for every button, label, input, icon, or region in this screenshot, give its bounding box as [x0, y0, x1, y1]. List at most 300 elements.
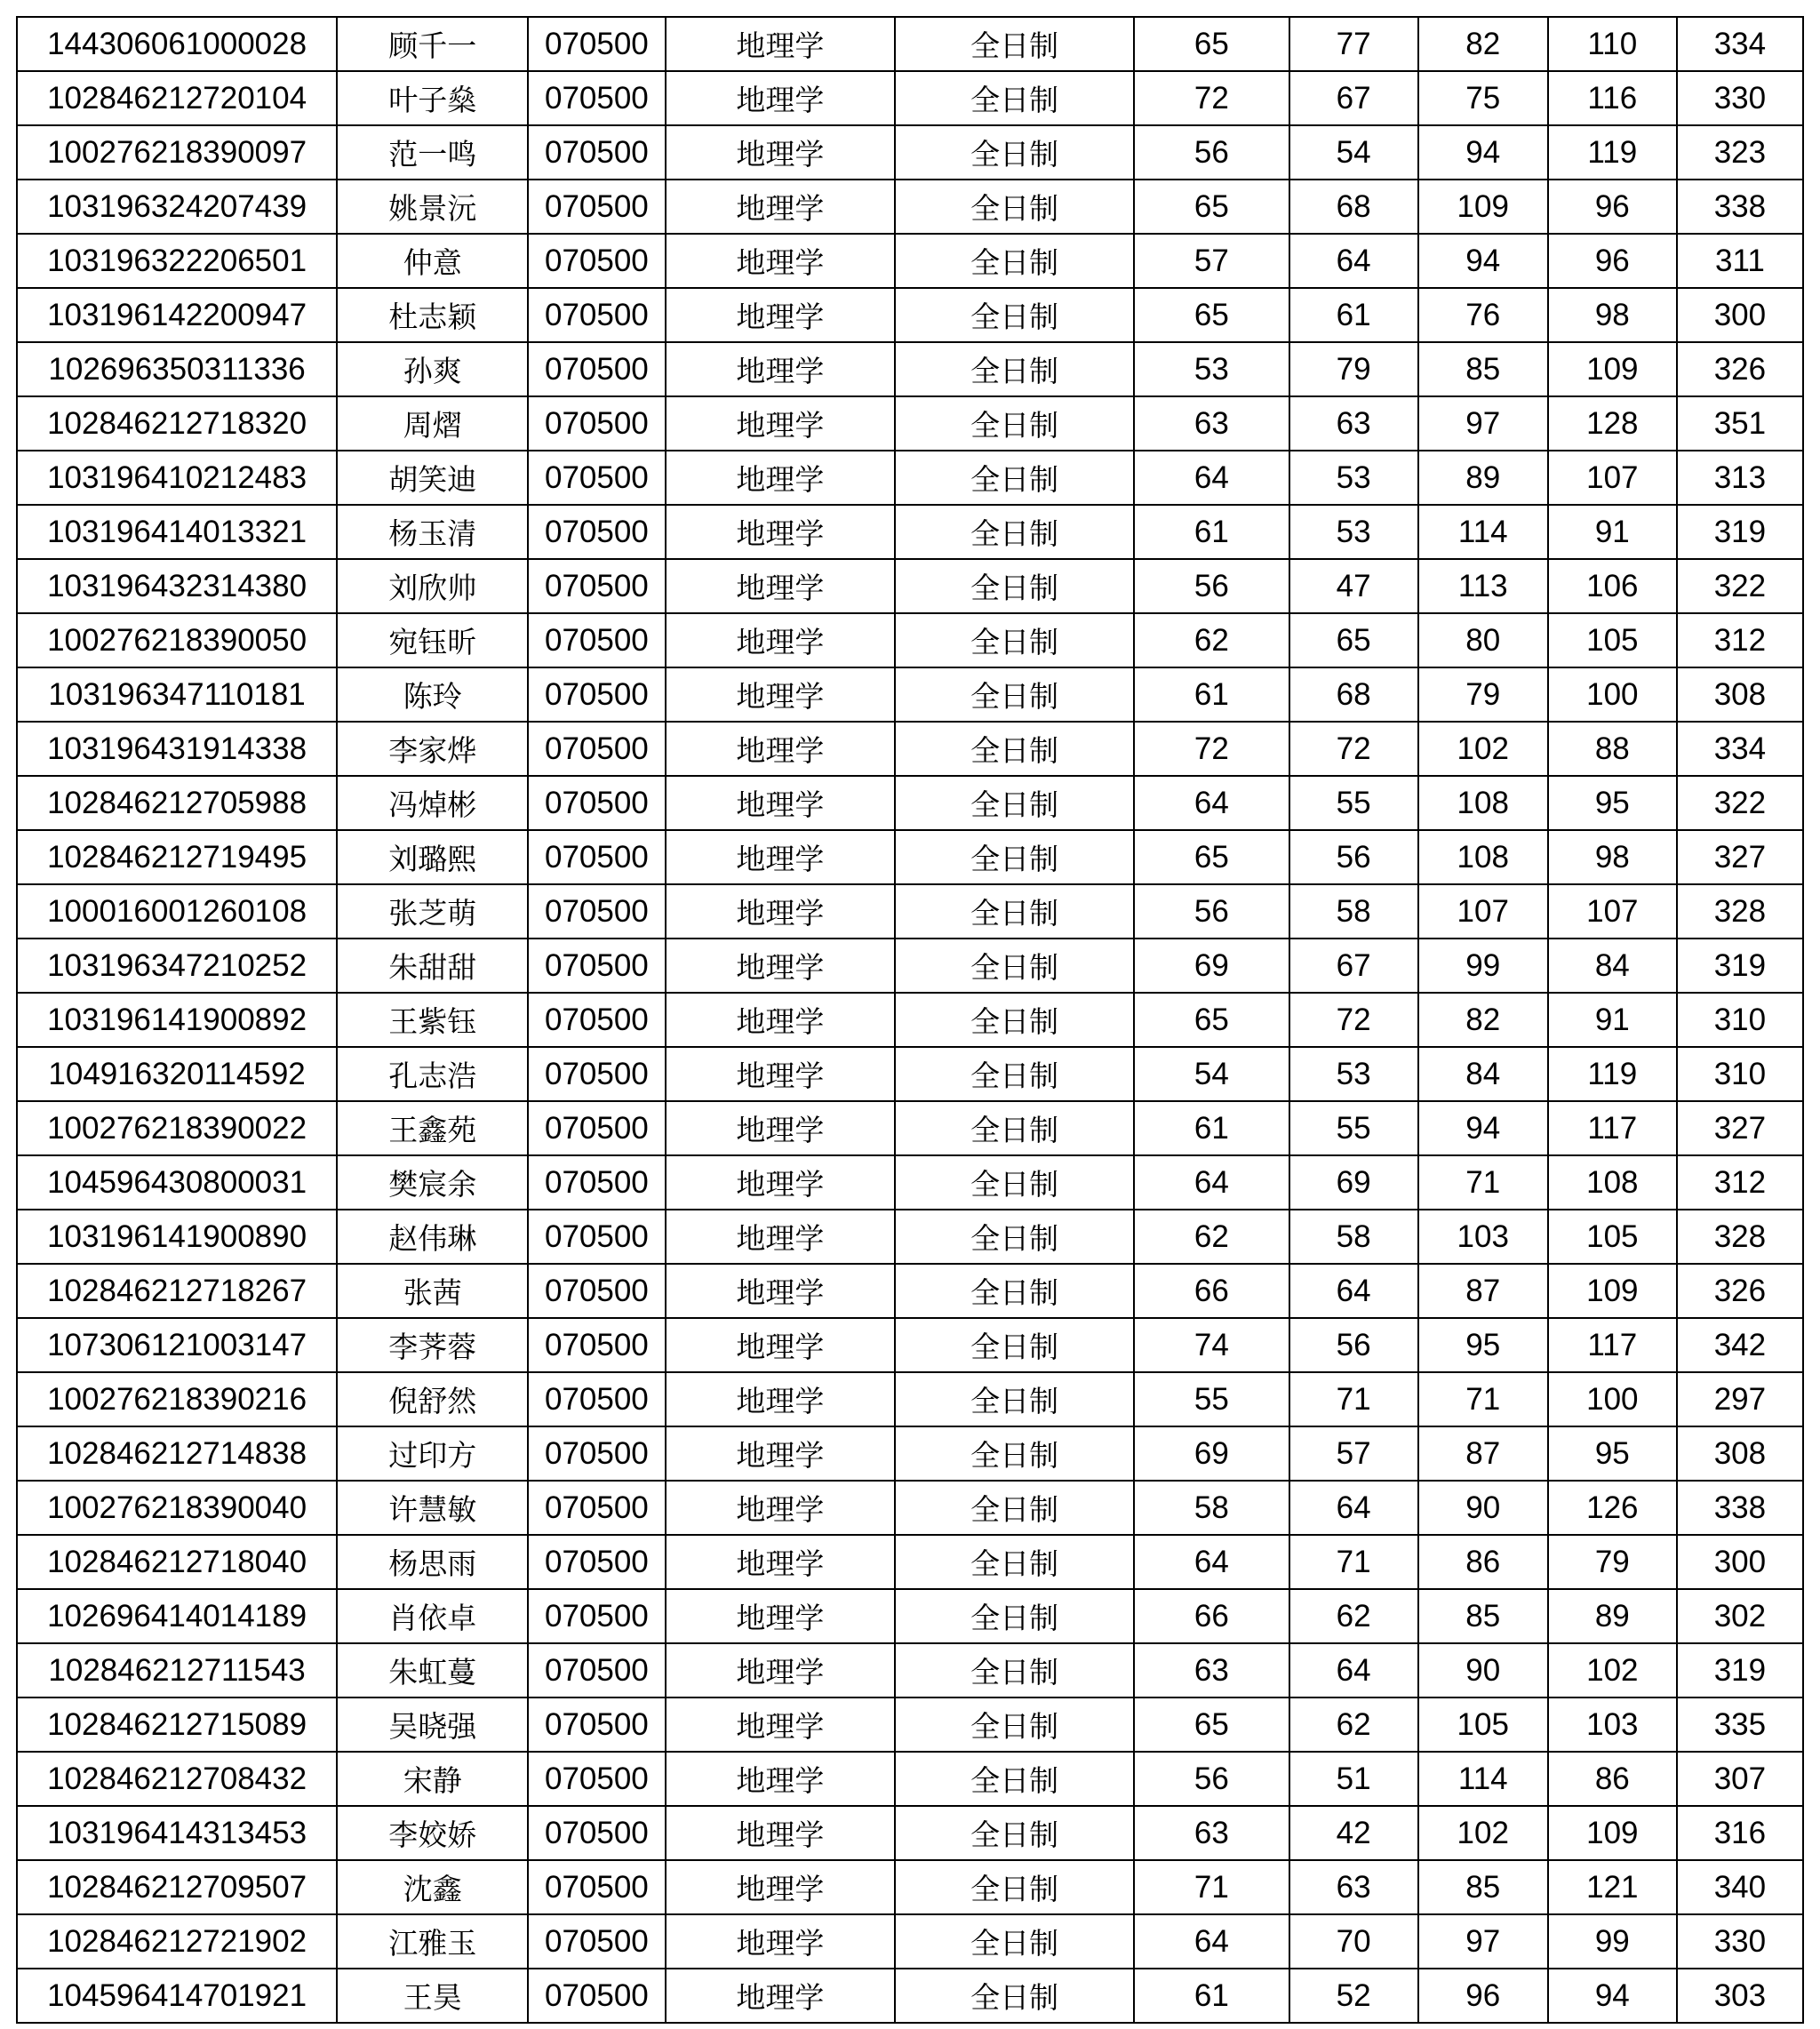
exam-id-cell: 102846212709507: [17, 1860, 337, 1914]
table-row: [17, 993, 1803, 1047]
exam-id-cell: 103196141900892: [17, 993, 337, 1047]
name-cell: 张茜: [337, 1264, 528, 1318]
subject1-score-cell: 53: [1134, 342, 1289, 396]
study-mode-cell: 全日制: [895, 1101, 1134, 1155]
major-name-cell: 地理学: [666, 1806, 896, 1860]
total-score-cell: 311: [1677, 234, 1803, 288]
total-score-cell: 326: [1677, 1264, 1803, 1318]
subject4-score-cell: 84: [1548, 939, 1677, 993]
table-row: [17, 1426, 1803, 1481]
subject3-score-cell: 71: [1418, 1155, 1548, 1210]
study-mode-cell: 全日制: [895, 1589, 1134, 1643]
subject1-score-cell: 69: [1134, 1426, 1289, 1481]
major-name-cell: 地理学: [666, 125, 896, 180]
name-cell: 冯焯彬: [337, 776, 528, 830]
exam-id-cell: 103196324207439: [17, 180, 337, 234]
table-row: [17, 1481, 1803, 1535]
study-mode-cell: 全日制: [895, 559, 1134, 613]
study-mode-cell: 全日制: [895, 180, 1134, 234]
total-score-cell: 327: [1677, 1101, 1803, 1155]
subject2-score-cell: 64: [1289, 1481, 1418, 1535]
major-code-cell: 070500: [528, 884, 665, 939]
subject1-score-cell: 69: [1134, 939, 1289, 993]
table-row: [17, 776, 1803, 830]
subject4-score-cell: 94: [1548, 1969, 1677, 2023]
exam-id-cell: 104596414701921: [17, 1969, 337, 2023]
subject4-score-cell: 91: [1548, 505, 1677, 559]
subject2-score-cell: 51: [1289, 1752, 1418, 1806]
subject2-score-cell: 64: [1289, 1264, 1418, 1318]
total-score-cell: 300: [1677, 288, 1803, 342]
name-cell: 樊宸余: [337, 1155, 528, 1210]
total-score-cell: 297: [1677, 1372, 1803, 1426]
table-row: [17, 288, 1803, 342]
exam-id-cell: 103196141900890: [17, 1210, 337, 1264]
major-code-cell: 070500: [528, 1372, 665, 1426]
name-cell: 范一鸣: [337, 125, 528, 180]
score-table: [16, 16, 1804, 2024]
major-code-cell: 070500: [528, 1643, 665, 1697]
table-row: [17, 1969, 1803, 2023]
subject2-score-cell: 57: [1289, 1426, 1418, 1481]
name-cell: 刘欣帅: [337, 559, 528, 613]
major-name-cell: 地理学: [666, 180, 896, 234]
name-cell: 李家烨: [337, 722, 528, 776]
major-code-cell: 070500: [528, 1914, 665, 1969]
subject3-score-cell: 85: [1418, 1589, 1548, 1643]
subject3-score-cell: 79: [1418, 667, 1548, 722]
subject1-score-cell: 56: [1134, 1752, 1289, 1806]
name-cell: 胡笑迪: [337, 451, 528, 505]
exam-id-cell: 103196414313453: [17, 1806, 337, 1860]
major-name-cell: 地理学: [666, 939, 896, 993]
subject4-score-cell: 121: [1548, 1860, 1677, 1914]
subject2-score-cell: 53: [1289, 505, 1418, 559]
subject4-score-cell: 100: [1548, 1372, 1677, 1426]
exam-id-cell: 103196410212483: [17, 451, 337, 505]
total-score-cell: 326: [1677, 342, 1803, 396]
table-row: [17, 667, 1803, 722]
subject3-score-cell: 103: [1418, 1210, 1548, 1264]
name-cell: 江雅玉: [337, 1914, 528, 1969]
major-name-cell: 地理学: [666, 776, 896, 830]
subject3-score-cell: 76: [1418, 288, 1548, 342]
exam-id-cell: 102696414014189: [17, 1589, 337, 1643]
subject3-score-cell: 94: [1418, 1101, 1548, 1155]
major-code-cell: 070500: [528, 830, 665, 884]
total-score-cell: 300: [1677, 1535, 1803, 1589]
subject2-score-cell: 61: [1289, 288, 1418, 342]
major-code-cell: 070500: [528, 1318, 665, 1372]
study-mode-cell: 全日制: [895, 1318, 1134, 1372]
total-score-cell: 328: [1677, 1210, 1803, 1264]
subject3-score-cell: 107: [1418, 884, 1548, 939]
table-row: [17, 505, 1803, 559]
major-name-cell: 地理学: [666, 1752, 896, 1806]
major-code-cell: 070500: [528, 939, 665, 993]
subject4-score-cell: 98: [1548, 288, 1677, 342]
exam-id-cell: 102846212715089: [17, 1697, 337, 1752]
subject3-score-cell: 97: [1418, 1914, 1548, 1969]
subject2-score-cell: 68: [1289, 180, 1418, 234]
table-row: [17, 1589, 1803, 1643]
study-mode-cell: 全日制: [895, 1481, 1134, 1535]
subject4-score-cell: 109: [1548, 1806, 1677, 1860]
exam-id-cell: 100276218390216: [17, 1372, 337, 1426]
total-score-cell: 302: [1677, 1589, 1803, 1643]
study-mode-cell: 全日制: [895, 1697, 1134, 1752]
table-row: [17, 1210, 1803, 1264]
exam-id-cell: 103196322206501: [17, 234, 337, 288]
table-row: [17, 1372, 1803, 1426]
subject2-score-cell: 77: [1289, 17, 1418, 71]
major-code-cell: 070500: [528, 234, 665, 288]
subject1-score-cell: 66: [1134, 1589, 1289, 1643]
major-code-cell: 070500: [528, 1210, 665, 1264]
subject2-score-cell: 64: [1289, 234, 1418, 288]
study-mode-cell: 全日制: [895, 505, 1134, 559]
major-code-cell: 070500: [528, 451, 665, 505]
name-cell: 王鑫苑: [337, 1101, 528, 1155]
total-score-cell: 338: [1677, 1481, 1803, 1535]
total-score-cell: 319: [1677, 939, 1803, 993]
table-row: [17, 1101, 1803, 1155]
subject2-score-cell: 42: [1289, 1806, 1418, 1860]
subject4-score-cell: 117: [1548, 1101, 1677, 1155]
major-name-cell: 地理学: [666, 1047, 896, 1101]
total-score-cell: 330: [1677, 1914, 1803, 1969]
subject4-score-cell: 86: [1548, 1752, 1677, 1806]
major-code-cell: 070500: [528, 1481, 665, 1535]
major-name-cell: 地理学: [666, 1264, 896, 1318]
subject3-score-cell: 99: [1418, 939, 1548, 993]
exam-id-cell: 100276218390050: [17, 613, 337, 667]
major-name-cell: 地理学: [666, 1697, 896, 1752]
study-mode-cell: 全日制: [895, 776, 1134, 830]
subject4-score-cell: 109: [1548, 1264, 1677, 1318]
name-cell: 肖依卓: [337, 1589, 528, 1643]
major-code-cell: 070500: [528, 1047, 665, 1101]
subject3-score-cell: 71: [1418, 1372, 1548, 1426]
exam-id-cell: 103196432314380: [17, 559, 337, 613]
total-score-cell: 327: [1677, 830, 1803, 884]
study-mode-cell: 全日制: [895, 1155, 1134, 1210]
total-score-cell: 340: [1677, 1860, 1803, 1914]
total-score-cell: 307: [1677, 1752, 1803, 1806]
name-cell: 刘璐熙: [337, 830, 528, 884]
major-code-cell: 070500: [528, 1806, 665, 1860]
exam-id-cell: 102846212705988: [17, 776, 337, 830]
name-cell: 李荠蓉: [337, 1318, 528, 1372]
subject1-score-cell: 66: [1134, 1264, 1289, 1318]
subject1-score-cell: 64: [1134, 1914, 1289, 1969]
major-code-cell: 070500: [528, 396, 665, 451]
subject2-score-cell: 55: [1289, 776, 1418, 830]
study-mode-cell: 全日制: [895, 830, 1134, 884]
total-score-cell: 323: [1677, 125, 1803, 180]
name-cell: 朱虹蔓: [337, 1643, 528, 1697]
name-cell: 张芝萌: [337, 884, 528, 939]
study-mode-cell: 全日制: [895, 1752, 1134, 1806]
subject2-score-cell: 79: [1289, 342, 1418, 396]
subject4-score-cell: 100: [1548, 667, 1677, 722]
name-cell: 顾千一: [337, 17, 528, 71]
subject4-score-cell: 103: [1548, 1697, 1677, 1752]
table-row: [17, 1806, 1803, 1860]
exam-id-cell: 103196347210252: [17, 939, 337, 993]
subject4-score-cell: 88: [1548, 722, 1677, 776]
subject1-score-cell: 65: [1134, 1697, 1289, 1752]
subject2-score-cell: 67: [1289, 939, 1418, 993]
table-row: [17, 17, 1803, 71]
major-name-cell: 地理学: [666, 559, 896, 613]
subject4-score-cell: 95: [1548, 1426, 1677, 1481]
subject1-score-cell: 64: [1134, 776, 1289, 830]
total-score-cell: 319: [1677, 1643, 1803, 1697]
study-mode-cell: 全日制: [895, 1210, 1134, 1264]
subject1-score-cell: 65: [1134, 993, 1289, 1047]
major-name-cell: 地理学: [666, 71, 896, 125]
subject2-score-cell: 72: [1289, 993, 1418, 1047]
subject2-score-cell: 72: [1289, 722, 1418, 776]
exam-id-cell: 103196347110181: [17, 667, 337, 722]
subject4-score-cell: 102: [1548, 1643, 1677, 1697]
subject3-score-cell: 86: [1418, 1535, 1548, 1589]
exam-id-cell: 102846212708432: [17, 1752, 337, 1806]
subject4-score-cell: 128: [1548, 396, 1677, 451]
name-cell: 周熠: [337, 396, 528, 451]
subject2-score-cell: 67: [1289, 71, 1418, 125]
study-mode-cell: 全日制: [895, 939, 1134, 993]
table-row: [17, 1535, 1803, 1589]
table-row: [17, 342, 1803, 396]
subject4-score-cell: 96: [1548, 180, 1677, 234]
study-mode-cell: 全日制: [895, 993, 1134, 1047]
major-name-cell: 地理学: [666, 1914, 896, 1969]
subject1-score-cell: 58: [1134, 1481, 1289, 1535]
subject2-score-cell: 53: [1289, 1047, 1418, 1101]
subject1-score-cell: 56: [1134, 884, 1289, 939]
exam-id-cell: 100016001260108: [17, 884, 337, 939]
subject2-score-cell: 69: [1289, 1155, 1418, 1210]
study-mode-cell: 全日制: [895, 722, 1134, 776]
exam-id-cell: 102846212721902: [17, 1914, 337, 1969]
exam-id-cell: 104916320114592: [17, 1047, 337, 1101]
study-mode-cell: 全日制: [895, 1860, 1134, 1914]
exam-id-cell: 103196431914338: [17, 722, 337, 776]
name-cell: 过印方: [337, 1426, 528, 1481]
subject3-score-cell: 94: [1418, 125, 1548, 180]
exam-id-cell: 102846212711543: [17, 1643, 337, 1697]
subject1-score-cell: 63: [1134, 396, 1289, 451]
subject1-score-cell: 61: [1134, 667, 1289, 722]
subject2-score-cell: 58: [1289, 1210, 1418, 1264]
major-name-cell: 地理学: [666, 884, 896, 939]
exam-id-cell: 102846212719495: [17, 830, 337, 884]
subject3-score-cell: 95: [1418, 1318, 1548, 1372]
study-mode-cell: 全日制: [895, 884, 1134, 939]
subject3-score-cell: 102: [1418, 1806, 1548, 1860]
exam-id-cell: 100276218390040: [17, 1481, 337, 1535]
major-name-cell: 地理学: [666, 505, 896, 559]
name-cell: 杨玉清: [337, 505, 528, 559]
name-cell: 倪舒然: [337, 1372, 528, 1426]
study-mode-cell: 全日制: [895, 1914, 1134, 1969]
subject3-score-cell: 84: [1418, 1047, 1548, 1101]
total-score-cell: 310: [1677, 1047, 1803, 1101]
name-cell: 仲意: [337, 234, 528, 288]
study-mode-cell: 全日制: [895, 1806, 1134, 1860]
major-name-cell: 地理学: [666, 830, 896, 884]
subject1-score-cell: 63: [1134, 1643, 1289, 1697]
major-code-cell: 070500: [528, 1969, 665, 2023]
subject2-score-cell: 58: [1289, 884, 1418, 939]
subject4-score-cell: 107: [1548, 884, 1677, 939]
total-score-cell: 342: [1677, 1318, 1803, 1372]
total-score-cell: 312: [1677, 1155, 1803, 1210]
major-code-cell: 070500: [528, 71, 665, 125]
name-cell: 王昊: [337, 1969, 528, 2023]
subject3-score-cell: 75: [1418, 71, 1548, 125]
major-code-cell: 070500: [528, 1860, 665, 1914]
total-score-cell: 338: [1677, 180, 1803, 234]
exam-id-cell: 104596430800031: [17, 1155, 337, 1210]
subject4-score-cell: 99: [1548, 1914, 1677, 1969]
subject1-score-cell: 62: [1134, 613, 1289, 667]
study-mode-cell: 全日制: [895, 1047, 1134, 1101]
study-mode-cell: 全日制: [895, 234, 1134, 288]
table-row: [17, 1914, 1803, 1969]
exam-id-cell: 144306061000028: [17, 17, 337, 71]
subject2-score-cell: 56: [1289, 830, 1418, 884]
subject3-score-cell: 89: [1418, 451, 1548, 505]
name-cell: 宛钰昕: [337, 613, 528, 667]
exam-id-cell: 100276218390022: [17, 1101, 337, 1155]
subject3-score-cell: 85: [1418, 1860, 1548, 1914]
name-cell: 赵伟琳: [337, 1210, 528, 1264]
major-name-cell: 地理学: [666, 288, 896, 342]
major-name-cell: 地理学: [666, 17, 896, 71]
subject3-score-cell: 102: [1418, 722, 1548, 776]
major-code-cell: 070500: [528, 1155, 665, 1210]
subject1-score-cell: 56: [1134, 559, 1289, 613]
table-row: [17, 451, 1803, 505]
study-mode-cell: 全日制: [895, 342, 1134, 396]
subject3-score-cell: 87: [1418, 1426, 1548, 1481]
subject1-score-cell: 63: [1134, 1806, 1289, 1860]
subject3-score-cell: 97: [1418, 396, 1548, 451]
subject3-score-cell: 90: [1418, 1643, 1548, 1697]
subject1-score-cell: 64: [1134, 1535, 1289, 1589]
study-mode-cell: 全日制: [895, 1372, 1134, 1426]
subject2-score-cell: 53: [1289, 451, 1418, 505]
name-cell: 叶子燊: [337, 71, 528, 125]
exam-id-cell: 103196142200947: [17, 288, 337, 342]
subject3-score-cell: 113: [1418, 559, 1548, 613]
subject2-score-cell: 52: [1289, 1969, 1418, 2023]
subject3-score-cell: 108: [1418, 830, 1548, 884]
major-name-cell: 地理学: [666, 396, 896, 451]
study-mode-cell: 全日制: [895, 396, 1134, 451]
table-row: [17, 396, 1803, 451]
subject3-score-cell: 108: [1418, 776, 1548, 830]
study-mode-cell: 全日制: [895, 1535, 1134, 1589]
table-body: [17, 17, 1803, 2023]
major-code-cell: 070500: [528, 505, 665, 559]
major-code-cell: 070500: [528, 993, 665, 1047]
subject2-score-cell: 47: [1289, 559, 1418, 613]
major-name-cell: 地理学: [666, 1643, 896, 1697]
subject1-score-cell: 64: [1134, 451, 1289, 505]
name-cell: 沈鑫: [337, 1860, 528, 1914]
subject4-score-cell: 110: [1548, 17, 1677, 71]
major-code-cell: 070500: [528, 1589, 665, 1643]
exam-id-cell: 107306121003147: [17, 1318, 337, 1372]
exam-id-cell: 102846212718320: [17, 396, 337, 451]
study-mode-cell: 全日制: [895, 613, 1134, 667]
subject2-score-cell: 70: [1289, 1914, 1418, 1969]
name-cell: 宋静: [337, 1752, 528, 1806]
exam-id-cell: 102846212718040: [17, 1535, 337, 1589]
subject4-score-cell: 119: [1548, 125, 1677, 180]
subject4-score-cell: 126: [1548, 1481, 1677, 1535]
major-code-cell: 070500: [528, 288, 665, 342]
table-row: [17, 1155, 1803, 1210]
subject3-score-cell: 85: [1418, 342, 1548, 396]
table-row: [17, 1643, 1803, 1697]
major-code-cell: 070500: [528, 1535, 665, 1589]
table-row: [17, 1860, 1803, 1914]
study-mode-cell: 全日制: [895, 451, 1134, 505]
study-mode-cell: 全日制: [895, 667, 1134, 722]
subject2-score-cell: 63: [1289, 1860, 1418, 1914]
subject2-score-cell: 56: [1289, 1318, 1418, 1372]
major-name-cell: 地理学: [666, 1210, 896, 1264]
subject2-score-cell: 55: [1289, 1101, 1418, 1155]
subject1-score-cell: 61: [1134, 505, 1289, 559]
total-score-cell: 334: [1677, 722, 1803, 776]
subject1-score-cell: 72: [1134, 722, 1289, 776]
subject1-score-cell: 65: [1134, 180, 1289, 234]
subject4-score-cell: 96: [1548, 234, 1677, 288]
subject2-score-cell: 54: [1289, 125, 1418, 180]
study-mode-cell: 全日制: [895, 1426, 1134, 1481]
major-code-cell: 070500: [528, 1264, 665, 1318]
subject1-score-cell: 65: [1134, 830, 1289, 884]
table-row: [17, 884, 1803, 939]
total-score-cell: 328: [1677, 884, 1803, 939]
subject4-score-cell: 89: [1548, 1589, 1677, 1643]
major-name-cell: 地理学: [666, 1318, 896, 1372]
study-mode-cell: 全日制: [895, 1264, 1134, 1318]
subject1-score-cell: 74: [1134, 1318, 1289, 1372]
subject3-score-cell: 114: [1418, 1752, 1548, 1806]
exam-id-cell: 102846212720104: [17, 71, 337, 125]
name-cell: 陈玲: [337, 667, 528, 722]
subject1-score-cell: 61: [1134, 1101, 1289, 1155]
subject4-score-cell: 105: [1548, 613, 1677, 667]
total-score-cell: 308: [1677, 1426, 1803, 1481]
exam-id-cell: 102846212718267: [17, 1264, 337, 1318]
table-row: [17, 613, 1803, 667]
study-mode-cell: 全日制: [895, 17, 1134, 71]
subject3-score-cell: 82: [1418, 17, 1548, 71]
major-name-cell: 地理学: [666, 451, 896, 505]
subject2-score-cell: 71: [1289, 1372, 1418, 1426]
subject1-score-cell: 62: [1134, 1210, 1289, 1264]
subject4-score-cell: 91: [1548, 993, 1677, 1047]
major-name-cell: 地理学: [666, 1155, 896, 1210]
